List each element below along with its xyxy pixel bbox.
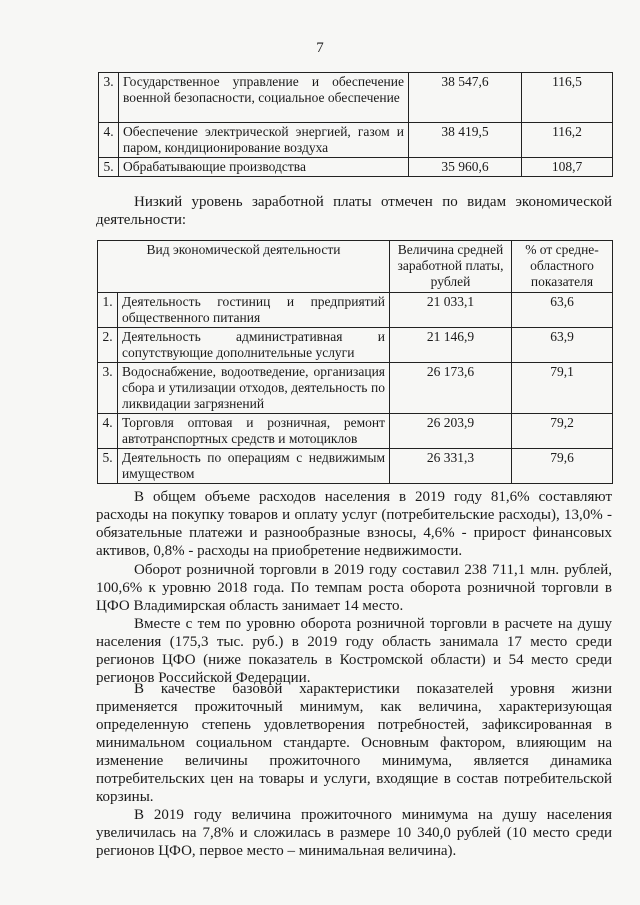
paragraph-expenses: В общем объеме расходов населения в 2019 году 81,6% составляют расходы на покупку товаров и оплату услуг (потребительские расходы), 13,0% - обязательные платежи и разнообразные взносы, 4,6% - прирост финансовых активов, 0,8% - расходы на приобретение недвижимости. bbox=[96, 489, 612, 559]
table-row bbox=[98, 328, 613, 363]
table-row bbox=[98, 363, 613, 414]
activity-name: Государственное управление и обеспечение военной безопасности, социальное обеспечение bbox=[119, 73, 409, 123]
percent-value: 79,6 bbox=[512, 449, 613, 484]
row-number: 4. bbox=[99, 123, 119, 158]
row-number: 4. bbox=[98, 414, 118, 449]
paragraph-retail-turnover: Оборот розничной торговли в 2019 году составил 238 711,1 млн. рублей, 100,6% к уровню 2018 года. По темпам роста оборота розничной торговли в ЦФО Владимирская область занимает 14 место. bbox=[96, 562, 612, 614]
percent-value: 116,2 bbox=[522, 123, 613, 158]
table-row bbox=[98, 449, 613, 484]
activity-name: Торговля оптовая и розничная, ремонт автотранспортных средств и мотоциклов bbox=[118, 414, 390, 449]
percent-value: 79,1 bbox=[512, 363, 613, 414]
high-salary-table bbox=[98, 72, 613, 177]
percent-value: 63,9 bbox=[512, 328, 613, 363]
salary-value: 38 419,5 bbox=[409, 123, 522, 158]
percent-value: 79,2 bbox=[512, 414, 613, 449]
salary-value: 35 960,6 bbox=[409, 158, 522, 177]
column-header-salary: Величина средней заработной платы, рублей bbox=[390, 241, 512, 293]
row-number: 5. bbox=[98, 449, 118, 484]
table-row bbox=[99, 73, 613, 123]
activity-name: Водоснабжение, водоотведение, организация сбора и утилизации отходов, деятельность по ликвидации загрязнений bbox=[118, 363, 390, 414]
activity-name: Обрабатывающие производства bbox=[119, 158, 409, 177]
column-header-activity: Вид экономической деятельности bbox=[98, 241, 390, 293]
column-header-percent: % от средне-областного показателя bbox=[512, 241, 613, 293]
activity-name: Обеспечение электрической энергией, газом и паром, кондиционирование воздуха bbox=[119, 123, 409, 158]
paragraph-subsistence-minimum: В качестве базовой характеристики показателей уровня жизни применяется прожиточный минимум, как величина, характеризующая определенную степень удовлетворения потребностей, зафиксированная в минимальном социальном стандарте. Основным фактором, влияющим на изменение величины прожиточного минимума, является динамика потребительских цен на товары и услуги, входящие в состав потребительской корзины. bbox=[96, 681, 612, 805]
activity-name: Деятельность административная и сопутствующие дополнительные услуги bbox=[118, 328, 390, 363]
salary-value: 21 033,1 bbox=[390, 293, 512, 328]
salary-value: 26 173,6 bbox=[390, 363, 512, 414]
activity-name: Деятельность по операциям с недвижимым имуществом bbox=[118, 449, 390, 484]
row-number: 5. bbox=[99, 158, 119, 177]
percent-value: 116,5 bbox=[522, 73, 613, 123]
intro-low-salary: Низкий уровень заработной платы отмечен по видам экономической деятельности: bbox=[96, 194, 612, 228]
salary-value: 21 146,9 bbox=[390, 328, 512, 363]
percent-value: 63,6 bbox=[512, 293, 613, 328]
table-row bbox=[99, 158, 613, 177]
activity-name: Деятельность гостиниц и предприятий общественного питания bbox=[118, 293, 390, 328]
row-number: 1. bbox=[98, 293, 118, 328]
table-header-row bbox=[98, 241, 613, 293]
salary-value: 38 547,6 bbox=[409, 73, 522, 123]
table-row bbox=[98, 293, 613, 328]
salary-value: 26 331,3 bbox=[390, 449, 512, 484]
row-number: 3. bbox=[98, 363, 118, 414]
row-number: 3. bbox=[99, 73, 119, 123]
paragraph-subsistence-2019: В 2019 году величина прожиточного минимума на душу населения увеличилась на 7,8% и сложилась в размере 10 340,0 рублей (10 место среди регионов ЦФО, первое место – минимальная величина). bbox=[96, 807, 612, 859]
page-number: 7 bbox=[316, 40, 324, 56]
salary-value: 26 203,9 bbox=[390, 414, 512, 449]
row-number: 2. bbox=[98, 328, 118, 363]
table-row bbox=[99, 123, 613, 158]
paragraph-retail-per-capita: Вместе с тем по уровню оборота розничной торговли в расчете на душу населения (175,3 тыс. руб.) в 2019 году область занимала 17 место среди регионов ЦФО (ниже показатель в Костромской области) и 54 место среди регионов Российской Федерации. bbox=[96, 616, 612, 686]
percent-value: 108,7 bbox=[522, 158, 613, 177]
table-row bbox=[98, 414, 613, 449]
low-salary-table bbox=[97, 240, 613, 484]
